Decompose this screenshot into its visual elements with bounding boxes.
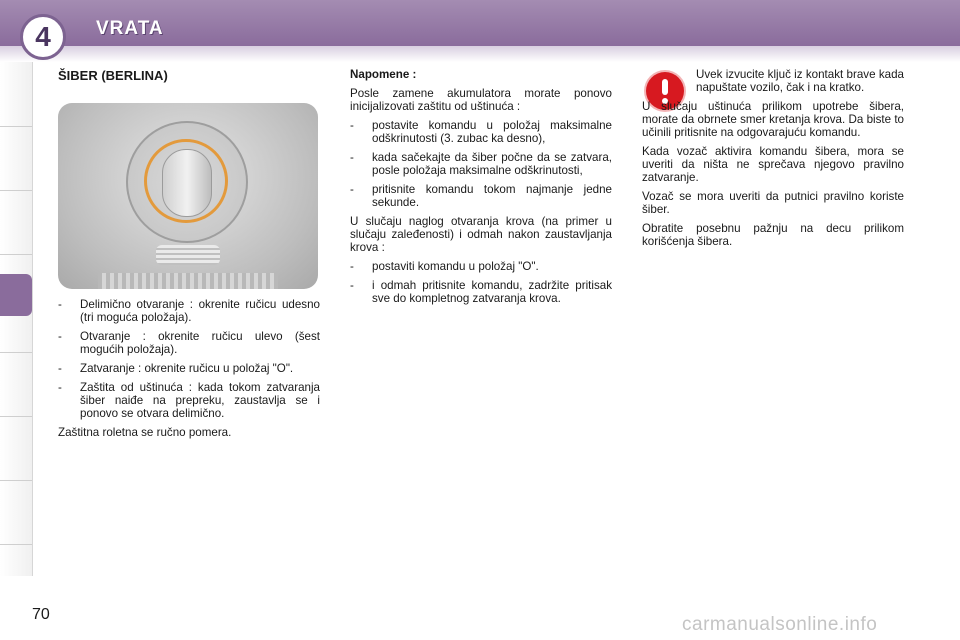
chapter-tab-active[interactable] (0, 274, 32, 316)
list-item: - Delimično otvaranje : okrenite ručicu udesno (tri moguća položaja). (58, 298, 320, 324)
blind-note: Zaštitna roletna se ručno pomera. (58, 426, 232, 439)
list-item: - Otvaranje : okrenite ručicu ulevo (šest mogućih položaja). (58, 330, 320, 356)
chapter-tab-strip (0, 62, 33, 576)
children-paragraph: Obratite posebnu pažnju na decu prilikom korišćenja šibera. (642, 222, 904, 248)
list-item: - kada sačekajte da šiber počne da se zatvara, posle položaja maksimalne odškrinutosti, (350, 151, 612, 177)
ceiling-vent (156, 245, 220, 265)
driver-paragraph-1: Kada vozač aktivira komandu šibera, mora se uveriti da ništa ne sprečava njegovo pravilno zatvaranje. (642, 145, 904, 184)
tab-divider (0, 254, 32, 255)
list-item: - pritisnite komandu tokom najmanje jedne sekunde. (350, 183, 612, 209)
list-item: - postaviti komandu u položaj "O". (350, 260, 612, 273)
ceiling-grille (98, 273, 278, 289)
page-number: 70 (32, 606, 50, 623)
section-title: ŠIBER (BERLINA) (58, 68, 168, 83)
operation-list (58, 298, 320, 420)
list-item: - i odmah pritisnite komandu, zadržite pritisak sve do kompletnog zatvaranja krova. (350, 279, 612, 305)
reinit-steps (350, 119, 612, 209)
tab-divider (0, 126, 32, 127)
middle-column (350, 68, 612, 311)
tab-divider (0, 352, 32, 353)
notes-heading: Napomene : (350, 68, 417, 81)
list-item: - postavite komandu u položaj maksimalne odškrinutosti (3. zubac ka desno), (350, 119, 612, 145)
sunroof-knob (162, 149, 212, 217)
tab-divider (0, 544, 32, 545)
driver-paragraph-2: Vozač se mora uveriti da putnici pravilno koriste šiber. (642, 190, 904, 216)
notes-intro-2: U slučaju naglog otvaranja krova (na primer u slučaju zaleđenosti) i odmah nakon zaustavljanja krova : (350, 215, 612, 254)
list-item: - Zaštita od uštinuća : kada tokom zatvaranja šiber naiđe na prepreku, zaustavlja se i ponovo se otvara delimično. (58, 381, 320, 420)
header-fade (0, 46, 960, 62)
tab-divider (0, 190, 32, 191)
watermark: carmanualsonline.info (682, 614, 878, 635)
tab-divider (0, 416, 32, 417)
chapter-number-badge: 4 (20, 14, 66, 60)
chapter-title: VRATA (96, 18, 164, 39)
warning-text-1: Uvek izvucite ključ iz kontakt brave kada napuštate vozilo, čak i na kratko. (696, 68, 904, 94)
close-steps (350, 260, 612, 305)
tab-divider (0, 480, 32, 481)
sunroof-control-photo (58, 103, 318, 289)
notes-intro: Posle zamene akumulatora morate ponovo inicijalizovati zaštitu od uštinuća : (350, 87, 612, 113)
list-item: - Zatvaranje : okrenite ručicu u položaj "O". (58, 362, 320, 375)
warning-text-2: U slučaju uštinuća prilikom upotrebe šibera, morate da obrnete smer kretanja krova. Da biste to učinili pritisnite na odgovarajuću komandu. (642, 100, 904, 139)
right-column (642, 68, 904, 254)
left-column (58, 298, 320, 445)
